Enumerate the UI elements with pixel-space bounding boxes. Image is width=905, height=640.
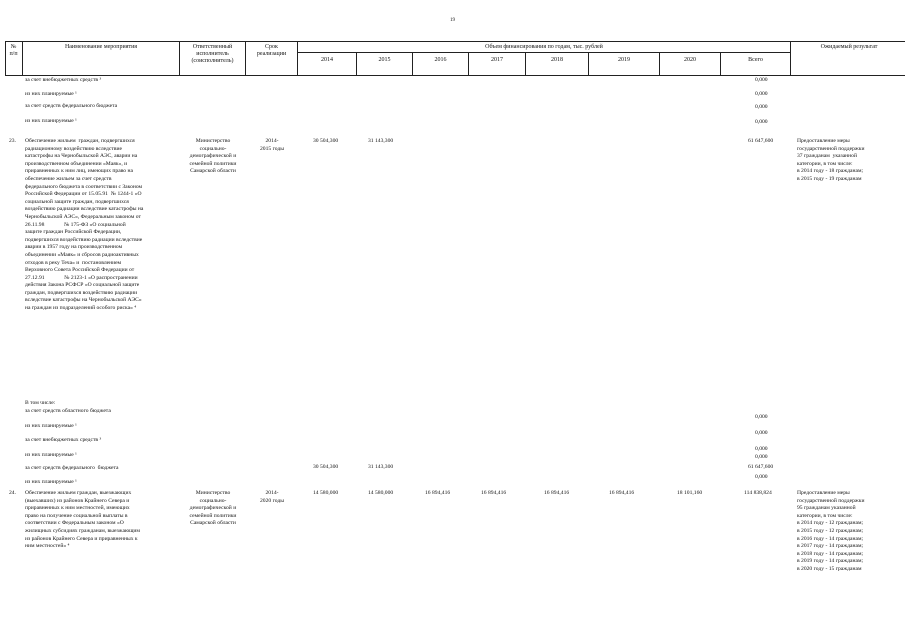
value-2020: 18 101,160 [677, 490, 703, 496]
value-2014: 30 504,300 [313, 464, 339, 470]
header-num: № п/п [9, 44, 18, 57]
item-executor: Министерство социально- демографической и семейной политики Самарской области [189, 490, 237, 527]
header-year: 2019 [618, 57, 630, 63]
value-total: 114 838,824 [744, 490, 772, 496]
item-description: Обеспечение жильем граждан, выезжающих (выехавших) из районов Крайнего Севера и приравненных к ним местностей, имеющих право на получение социальной выплаты в соответствии с Федеральным законом «О жилищных субсидиях гражданам, выезжающим из районов Крайнего Севера и приравненных к ним местностей» ⁴ [25, 490, 140, 550]
row-total: 0,000 [755, 414, 768, 420]
value-2014: 30 504,300 [313, 138, 339, 144]
row-total: 0,000 [755, 430, 768, 436]
header-year: 2020 [684, 57, 696, 63]
header-year: 2016 [434, 57, 447, 63]
header-result: Ожидаемый результат [820, 44, 878, 50]
header-year: 2017 [491, 57, 503, 63]
item-executor: Министерство социально- демографической и семейной политики Самарской области [189, 138, 237, 175]
row-total: 0,000 [755, 104, 768, 110]
row-label: из них планируемые ¹ [25, 423, 77, 429]
value-2016: 16 894,416 [425, 490, 451, 496]
row-label: из них планируемые ¹ [25, 118, 77, 124]
row-label: за счет средств федерального бюджета [25, 103, 118, 109]
value-2017: 16 894,416 [481, 490, 507, 496]
row-label: из них планируемые ¹ [25, 479, 77, 485]
value-2014: 14 580,000 [313, 490, 339, 496]
row-label: из них планируемые ¹ [25, 452, 77, 458]
header-name: Наименование мероприятия [64, 44, 138, 50]
value-2015: 14 580,000 [368, 490, 394, 496]
header-year: 2018 [551, 57, 563, 63]
header-executor: Ответственный исполнитель (соисполнитель) [191, 44, 234, 64]
header-funding: Объем финансирования по годам, тыс. рублей [485, 44, 603, 50]
header-year: Всего [748, 57, 763, 63]
value-total: 61 647,600 [748, 138, 774, 144]
value-2018: 16 894,416 [544, 490, 570, 496]
row-label: В том числе: за счет средств областного бюджета [25, 400, 111, 414]
value-2015: 31 143,300 [368, 138, 394, 144]
item-term: 2014- 2020 годы [260, 490, 284, 504]
item-result: Предоставление меры государственной поддержки 95 гражданам указанной категории, в том числе: в 2014 году - 12 гражданам; в 2015 году - 12 гражданам; в 2016 году - 14 гражданам; в 2017 году - 14 гражданам; в 2018 году - 14 гражданам; в 2019 году - 14 гражданам; в 2020 году - 15 гражданам [797, 490, 865, 572]
header-year: 2014 [321, 57, 333, 63]
row-total: 0,000 [755, 446, 768, 452]
row-total: 0,000 [755, 474, 768, 480]
row-total: 0,000 [755, 91, 768, 97]
item-number: 24. [9, 490, 16, 496]
item-number: 23. [9, 138, 16, 144]
row-total: 0,000 [755, 454, 768, 460]
row-total: 0,000 [755, 77, 768, 83]
row-total: 61 647,600 [748, 464, 774, 470]
row-label: за счет внебюджетных средств ³ [25, 77, 102, 83]
page-number: 19 [450, 18, 455, 23]
item-description: Обеспечение жильем граждан, подвергшихся радиационному воздействию вследствие катастрофы на Чернобыльской АЭС, аварии на производственном объединении «Маяк», и приравненных к ним лиц, имеющих право на обеспечение жильем за счет средств федерального бюджета в соответствии с Законом Российской Федерации от 15.05.91 № 1244-1 «О социальной защите граждан, подвергшихся воздействию радиации вследствие катастрофы на Чернобыльской АЭС», Федеральным законом от 26.11.98 № 175-ФЗ «О социальной защите граждан Российской Федерации, подвергшихся воздействию радиации вследствие аварии в 1957 году на производственном объединении «Маяк» и сбросов радиоактивных отходов в реку Теча» и постановлением Верховного Совета Российской Федерации от 27.12.91 № 2123-1 «О распространении действия Закона РСФСР «О социальной защите граждан, подвергшихся воздействию радиации вследствие катастрофы на Чернобыльской АЭС» на граждан из подразделений особого риска» ⁴ [25, 138, 144, 312]
row-label: за счет внебюджетных средств ³ [25, 437, 102, 443]
item-term: 2014- 2015 годы [260, 138, 284, 152]
value-2015: 31 143,300 [368, 464, 394, 470]
row-label: за счет средств федерального бюджета [25, 465, 119, 471]
header-year: 2015 [378, 57, 391, 63]
row-label: из них планируемые ¹ [25, 91, 77, 97]
row-total: 0,000 [755, 119, 768, 125]
header-term: Срок реализации [256, 44, 287, 57]
value-2019: 16 894,416 [609, 490, 635, 496]
item-result: Предоставление меры государственной поддержки 37 гражданам указанной категории, в том числе: в 2014 году - 18 гражданам; в 2015 году - 19 гражданам [797, 138, 865, 182]
